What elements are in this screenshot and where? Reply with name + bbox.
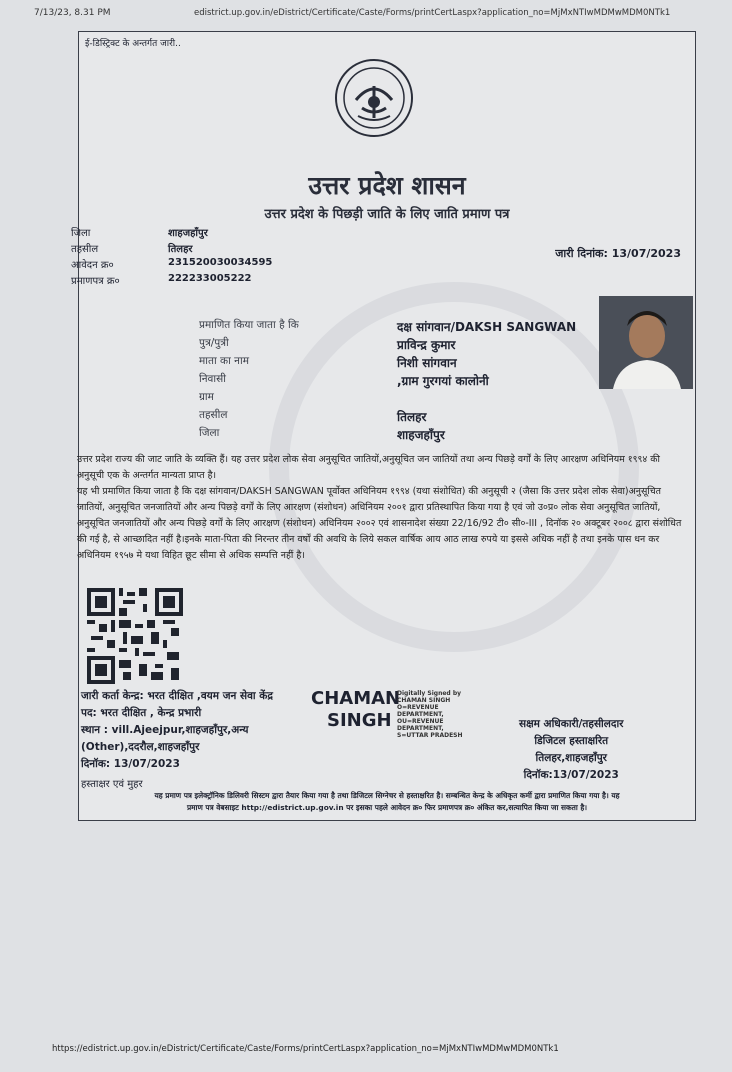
up-government-emblem-icon [334, 58, 414, 138]
print-url: edistrict.up.gov.in/eDistrict/Certificate/Caste/Forms/printCertLaspx?application_no=MjMxNTIwMDMwMDM0NTk1 [194, 8, 671, 18]
body-paragraph-2: यह भी प्रमाणित किया जाता है कि दक्ष सांगवान/DAKSH SANGWAN पूर्वोक्त अधिनियम १९९४ (यथा संशोधित) की अनुसूची २ (जैसा कि उत्तर प्रदेश लोक सेवा)अनुसूचित जातियों, अनुसूचित जनजातियों और अन्य पिछड़े वर्गों के लिए आरक्षण (संशोधन) अधिनियम २००१ द्वारा प्रतिस्थापित किया गया है एवं जो उ०प्र० लोक सेवा अनुसूचित जातियों, अनुसूचित जनजातियों और अन्य पिछड़े वर्गों के लिए आरक्षण (संशोधन) अधिनियम २००२ एवं शासनादेश संख्या 22/16/92 टी० सी०-III , दिनॉक २० अक्टूबर २००८ द्वारा संशोधित की गई है, से आच्छादित नहीं है।इनके माता-पिता की निरन्तर तीन वर्षों की अवधि के लिये सकल वार्षिक आय आठ लाख रुपये या इससे अधिक नहीं है तथा इनके पास धन कर अधिनियम १९५७ मे यथा विहित छूट सीमा से अधिक सम्पत्ति नहीं है। [77, 486, 682, 561]
digital-signature-details: Digitally Signed by CHAMAN SINGH O=REVENUE DEPARTMENT, OU=REVENUE DEPARTMENT, S=UTTAR PRADESH [397, 690, 463, 739]
digital-signature-name: CHAMAN SINGH [311, 688, 401, 731]
signature-seal-label: हस्ताक्षर एवं मुहर [81, 779, 143, 790]
officer-place: तिलहर,शाहजहाँपुर [535, 752, 607, 764]
officer-title: सक्षम अधिकारी/तहसीलदार [519, 718, 624, 730]
certificate-body [77, 452, 689, 564]
qr-code-icon [87, 588, 183, 684]
issuer-post: पद: भरत दीक्षित , केन्द्र प्रभारी [81, 707, 202, 719]
applicant-photo [599, 296, 693, 389]
issuer-date: दिनॉक: 13/07/2023 [81, 758, 180, 770]
person-photo-icon [599, 296, 693, 389]
issue-date: जारी दिनांक: 13/07/2023 [555, 247, 681, 260]
certificate-subtitle: उत्तर प्रदेश के पिछड़ी जाति के लिए जाति प्रमाण पत्र [264, 207, 510, 222]
certificate: ई-डिस्ट्रिक्ट के अन्तर्गत जारी.. उत्तर प्रदेश शासन उत्तर प्रदेश के पिछड़ी जाति के लिए जाति प्रमाण पत्र जिला शाहजहाँपुर तहसील तिलहर आवेदन क्र० 231520030034595 प्रमाणपत्र क्र० 222233005222 जारी दिनांक: 13/07/2023 प्रमाणित किया जाता है कि दक्ष सांगवान/DAKSH SANGWAN पुत्र/पुत्री प्राविन्द्र कुमार माता का नाम निशी सांगवान निवासी ,ग्राम गुरगयां कालोनी ग्राम तहसील तिलहर जिला शाहजहाँपुर उत्तर प्रदेश राज्य की जाट जाति के व्यक्ति हैं। यह उत्तर प्रदेश लोक सेवा अनुसूचित जातियों,अनुसूचित जन जातियों तथा अन्य पिछड़े वर्गों के लिए आरक्षण अधिनियम १९९४ की अनुसूची एक के अन्तर्गत मान्यता प्राप्त है। यह भी प्रमाणित किया जाता है कि दक्ष सांगवान/DAKSH SANGWAN पूर्वोक्त अधिनियम १९९४ (यथा संशोधित) की अनुसूची २ (जैसा कि उत्तर प्रदेश लोक सेवा)अनुसूचित जातियों, अनुसूचित जनजातियों और अन्य पिछड़े वर्गों के लिए आरक्षण (संशोधन) अधिनियम २००१ द्वारा प्रतिस्थापित किया गया है एवं जो उ०प्र० लोक सेवा अनुसूचित जातियों, अनुसूचित जनजातियों और अन्य पिछड़े वर्गों के लिए आरक्षण (संशोधन) अधिनियम २००२ एवं शासनादेश संख्या 22/16/92 टी० सी०-III , दिनॉक २० अक्टूबर २००८ द्वारा संशोधित की गई है, से आच्छादित नहीं है।इनके माता-पिता की निरन्तर तीन वर्षों की अवधि के लिये सकल वार्षिक आय आठ लाख रुपये या इससे अधिक नहीं है तथा इनके पास धन कर अधिनियम १९५७ मे यथा विहित छूट सीमा से अधिक सम्पत्ति नहीं है। जारी कर्ता केन्द्र: भरत दीक्षित ,वयम जन सेवा केंद्र पद: भरत दीक्षित , केन्द्र प्रभारी स्थान : vill.Ajeejpur,शाहजहाँपुर,अन्य (Other),ददरौल,शाहजहाँपुर दिनॉक: 13/07/2023 CHAMAN SINGH Digitally Signed by CHAMAN SINGH O=REVENUE DEPARTMENT, OU=REVENUE DEPARTMENT, S=UTTAR PRADESH सक्षम अधिकारी/तहसीलदार डिजिटल हस्ताक्षरित तिलहर,शाहजहाँपुर दिनॉक:13/07/2023 हस्ताक्षर एवं मुहर यह प्रमाण पत्र इलेक्ट्रॉनिक डिलिवरी सिस्टम द्वारा तैयार किया गया है तथा डिजिटल सिग्नेचर से हस्ताक्षरित है। सम्बन्धित केन्द्र के अधिकृत कर्मी द्वारा प्रमाणित किया गया है। यह प्रमाण पत्र वेबसाइट http://edistrict.up.gov.in पर इसका पहले आवेदन क्र० फिर प्रमाणपत्र क्र० अंकित कर,सत्यापित किया जा सकता है। [78, 31, 696, 821]
browser-header [34, 8, 712, 22]
issuer-block [81, 688, 273, 773]
issuer-center: जारी कर्ता केन्द्र: भरत दीक्षित ,वयम जन सेवा केंद्र [81, 690, 273, 702]
header-note: ई-डिस्ट्रिक्ट के अन्तर्गत जारी.. [85, 39, 181, 49]
issuer-place-line2: (Other),ददरौल,शाहजहाँपुर [81, 741, 200, 753]
issuer-place-line1: स्थान : vill.Ajeejpur,शाहजहाँपुर,अन्य [81, 724, 249, 736]
competent-officer-block [519, 716, 623, 784]
certificate-title: उत्तर प्रदेश शासन [308, 171, 466, 200]
officer-sign: डिजिटल हस्ताक्षरित [534, 735, 609, 747]
body-paragraph-1: उत्तर प्रदेश राज्य की जाट जाति के व्यक्ति हैं। यह उत्तर प्रदेश लोक सेवा अनुसूचित जातियों,अनुसूचित जन जातियों तथा अन्य पिछड़े वर्गों के लिए आरक्षण अधिनियम १९९४ की अनुसूची एक के अन्तर्गत मान्यता प्राप्त है। [77, 454, 660, 481]
print-timestamp: 7/13/23, 8.31 PM [34, 8, 111, 18]
footer-url: https://edistrict.up.gov.in/eDistrict/Certificate/Caste/Forms/printCertLaspx?application_no=MjMxNTIwMDMwMDM0NTk1 [52, 1044, 559, 1054]
verification-note: यह प्रमाण पत्र इलेक्ट्रॉनिक डिलिवरी सिस्टम द्वारा तैयार किया गया है तथा डिजिटल सिग्नेचर से हस्ताक्षरित है। सम्बन्धित केन्द्र के अधिकृत कर्मी द्वारा प्रमाणित किया गया है। यह प्रमाण पत्र वेबसाइट http://edistrict.up.gov.in पर इसका पहले आवेदन क्र० फिर प्रमाणपत्र क्र० अंकित कर,सत्यापित किया जा सकता है। [154, 791, 620, 812]
officer-date: दिनॉक:13/07/2023 [523, 769, 619, 781]
